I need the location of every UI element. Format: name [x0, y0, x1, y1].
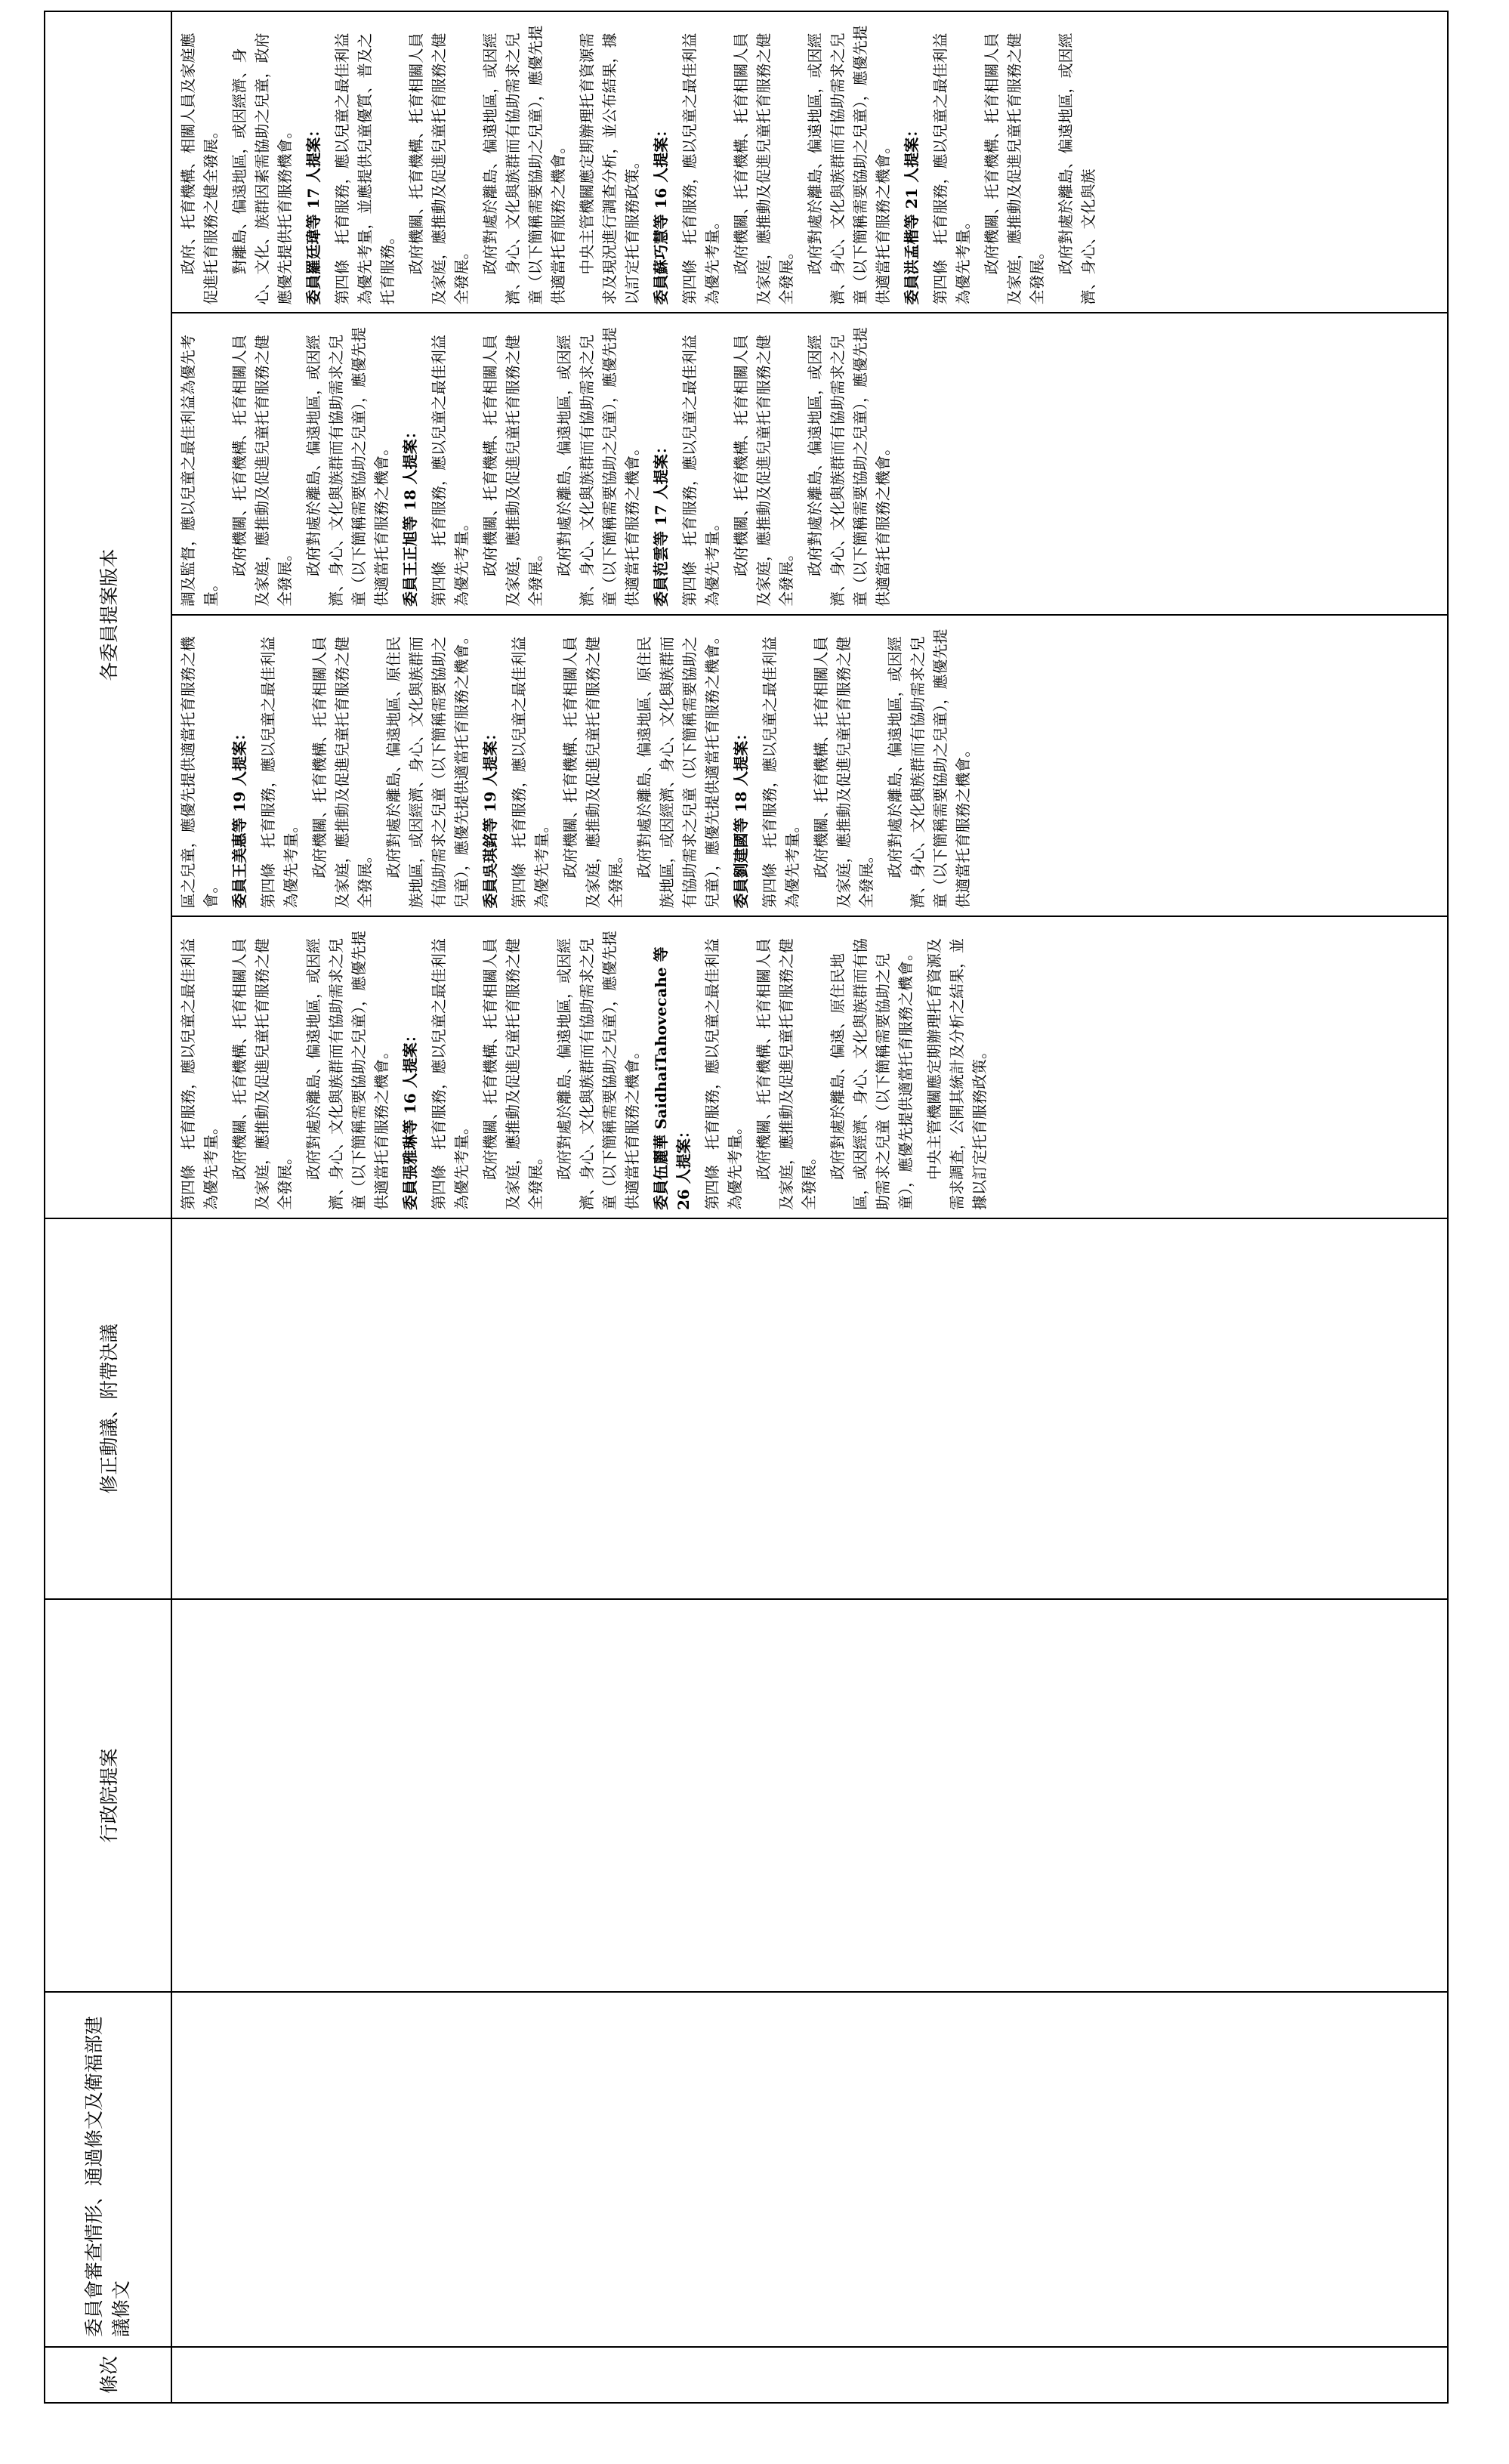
- proposal-paragraph: 第四條 托育服務，應以兒童之最佳利益為優先考量。: [509, 636, 551, 909]
- proposal-paragraph: 政府機關、托育機構、托育相關人員及家庭，應推動及促進兒童托育服務之健全發展。: [560, 636, 625, 909]
- proposal-paragraph: 第四條 托育服務，應以兒童之最佳利益為優先考量。: [429, 335, 471, 607]
- header-member-proposals: 各委員提案版本: [45, 11, 171, 1218]
- proposal-column-4: [172, 12, 1447, 314]
- proposal-paragraph: 政府對處於離島、偏遠地區，或因經濟、身心、文化與族群而有協助需求之兒童（以下簡稱需要協助之兒童），應優先提供適當托育服務之機會。: [480, 25, 567, 305]
- proposer-heading: 委員伍麗華 SaidhaiTahovecahe 等 26 人提案：: [651, 946, 693, 1210]
- proposal-paragraph: 區之兒童，應優先提供適當托育服務之機會。: [178, 636, 220, 909]
- proposal-paragraph: 第四條 托育服務，應以兒童之最佳利益為優先考量。: [429, 938, 471, 1210]
- proposal-paragraph: 政府機關、托育機構、托育相關人員及家庭，應推動及促進兒童托育服務之健全發展。: [310, 636, 374, 909]
- proposal-paragraph: 政府對處於離島、偏遠地區，或因經濟、身心、文化與族群而有協助需求之兒童（以下簡稱需要協助之兒童），應優先提供適當托育服務之機會。: [885, 628, 972, 909]
- proposer-heading: 委員羅廷瑋等 17 人提案：: [304, 122, 322, 305]
- proposal-paragraph: 第四條 托育服務，應以兒童之最佳利益為優先考量。: [178, 938, 220, 1210]
- proposal-paragraph: 政府對處於離島、偏遠地區，或因經濟、身心、文化與族群而有協助需求之兒童（以下簡稱需要協助之兒童），應優先提供適當托育服務之機會。: [304, 327, 390, 607]
- proposal-paragraph: 第四條 托育服務，應以兒童之最佳利益為優先考量。: [930, 32, 972, 305]
- proposal-paragraph: 政府機關、托育機構、托育相關人員及家庭，應推動及促進兒童托育服務之健全發展。: [406, 32, 471, 305]
- proposer-heading: 委員吳琪銘等 19 人提案：: [480, 725, 499, 909]
- proposal-paragraph: 政府機關、托育機構、托育相關人員及家庭，應推動及促進兒童托育服務之健全發展。: [811, 636, 875, 909]
- header-executive-proposal: 行政院提案: [45, 1599, 171, 1992]
- proposal-paragraph: 政府機關、托育機構、托育相關人員及家庭，應推動及促進兒童托育服務之健全發展。: [731, 32, 795, 305]
- proposal-paragraph: 政府對處於離島、偏遠地區、原住民族地區，或因經濟、身心、文化與族群而有協助需求之兒童（以下簡稱需要協助之兒童），應優先提供適當托育服務之機會。: [384, 628, 471, 909]
- proposal-paragraph: 第四條 托育服務，應以兒童之最佳利益為優先考量，並應提供兒童優質、普及之托育服務。: [332, 32, 397, 305]
- proposal-paragraph: 政府對處於離島、偏遠地區，或因經濟、身心、文化與族群而有協助需求之兒童（以下簡稱需要協助之兒童），應優先提供適當托育服務之機會。: [554, 931, 641, 1210]
- header-article: 條次: [45, 2347, 171, 2403]
- cell-member-proposals: [171, 11, 1448, 1218]
- header-committee-status: 委員會審查情形、通過條文及衛福部建議條文: [45, 1992, 171, 2347]
- proposal-paragraph: 政府機關、托育機構、托育相關人員及家庭，應推動及促進兒童托育服務之健全發展。: [230, 335, 294, 607]
- header-row: [45, 11, 171, 2403]
- cell-article: [171, 2347, 1448, 2403]
- proposal-paragraph: 第四條 托育服務，應以兒童之最佳利益為優先考量。: [680, 335, 721, 607]
- proposal-paragraph: 中央主管機關應定期辦理托育資源需求及現況進行調查分析，並公布結果，據以訂定托育服務政策。: [577, 32, 641, 305]
- proposal-paragraph: 對離島、偏遠地區，或因經濟、身心、文化、族群因素需協助之兒童，政府應優先提供托育服務機會。: [230, 32, 294, 305]
- proposal-paragraph: 第四條 托育服務，應以兒童之最佳利益為優先考量。: [258, 636, 300, 909]
- proposal-paragraph: 政府機關、托育機構、托育相關人員及家庭，應推動及促進兒童托育服務之健全發展。: [230, 938, 294, 1210]
- cell-amendment-motion: [171, 1218, 1448, 1599]
- proposal-paragraph: 政府對處於離島、偏遠地區，或因經濟、身心、文化與族: [1056, 32, 1097, 305]
- proposal-paragraph: 第四條 托育服務，應以兒童之最佳利益為優先考量。: [680, 32, 721, 305]
- proposal-paragraph: 政府對處於離島、偏遠地區，或因經濟、身心、文化與族群而有協助需求之兒童（以下簡稱需要協助之兒童），應優先提供適當托育服務之機會。: [554, 327, 641, 607]
- proposer-heading: 委員王美惠等 19 人提案：: [230, 725, 248, 909]
- cell-executive-proposal: [171, 1599, 1448, 1992]
- proposal-paragraph: 第四條 托育服務，應以兒童之最佳利益為優先考量。: [760, 636, 801, 909]
- proposal-paragraph: 政府對處於離島、偏遠地區，或因經濟、身心、文化與族群而有協助需求之兒童（以下簡稱需要協助之兒童），應優先提供適當托育服務之機會。: [304, 931, 390, 1210]
- body-row: [171, 11, 1448, 2403]
- proposal-paragraph: 政府、托育機構、相關人員及家庭應促進托育服務之健全發展。: [178, 32, 220, 305]
- proposal-paragraph: 中央主管機關應定期辦理托育資源及需求調查，公開其統計及分析之結果，並據以訂定托育服務政策。: [924, 938, 989, 1210]
- cell-committee-status: [171, 1992, 1448, 2347]
- comparison-table: [44, 11, 1449, 2404]
- proposal-paragraph: 政府對處於離島、偏遠地區，或因經濟、身心、文化與族群而有協助需求之兒童（以下簡稱需要協助之兒童），應優先提供適當托育服務之機會。: [805, 25, 892, 305]
- header-amendment-motion: 修正動議、附帶決議: [45, 1218, 171, 1599]
- proposer-heading: 委員劉建國等 18 人提案：: [731, 725, 750, 909]
- proposal-paragraph: 政府對處於離島、偏遠地區，或因經濟、身心、文化與族群而有協助需求之兒童（以下簡稱需要協助之兒童），應優先提供適當托育服務之機會。: [805, 327, 892, 607]
- proposal-paragraph: 政府機關、托育機構、托育相關人員及家庭，應推動及促進兒童托育服務之健全發展。: [480, 335, 545, 607]
- proposal-column-1: [172, 918, 1447, 1218]
- proposal-paragraph: 政府機關、托育機構、托育相關人員及家庭，應推動及促進兒童托育服務之健全發展。: [480, 938, 545, 1210]
- proposer-heading: 委員范雲等 17 人提案：: [651, 439, 670, 607]
- proposal-paragraph: 政府機關、托育機構、托育相關人員及家庭，應推動及促進兒童托育服務之健全發展。: [754, 938, 818, 1210]
- proposal-paragraph: 政府對處於離島、偏遠地區、原住民族地區，或因經濟、身心、文化與族群而有協助需求之兒童（以下簡稱需要協助之兒童），應優先提供適當托育服務之機會。: [634, 628, 721, 909]
- proposer-heading: 委員蘇巧慧等 16 人提案：: [651, 122, 670, 305]
- proposal-paragraph: 第四條 托育服務，應以兒童之最佳利益為優先考量。: [702, 938, 744, 1210]
- proposer-heading: 委員張雅琳等 16 人提案：: [400, 1027, 419, 1210]
- proposal-paragraph: 政府機關、托育機構、托育相關人員及家庭，應推動及促進兒童托育服務之健全發展。: [982, 32, 1046, 305]
- proposer-heading: 委員王正旭等 18 人提案：: [400, 424, 419, 607]
- proposal-column-2: [172, 616, 1447, 918]
- proposal-paragraph: 調及監督，應以兒童之最佳利益為優先考量。: [178, 335, 220, 607]
- proposal-paragraph: 政府對處於離島、偏遠、原住民地區，或因經濟、身心、文化與族群而有協助需求之兒童（以下簡稱需要協助之兒童），應優先提供適當托育服務之機會。: [828, 938, 915, 1210]
- proposal-paragraph: 政府機關、托育機構、托育相關人員及家庭，應推動及促進兒童托育服務之健全發展。: [731, 335, 795, 607]
- proposal-column-3: [172, 314, 1447, 616]
- proposer-heading: 委員洪孟楷等 21 人提案：: [902, 122, 921, 305]
